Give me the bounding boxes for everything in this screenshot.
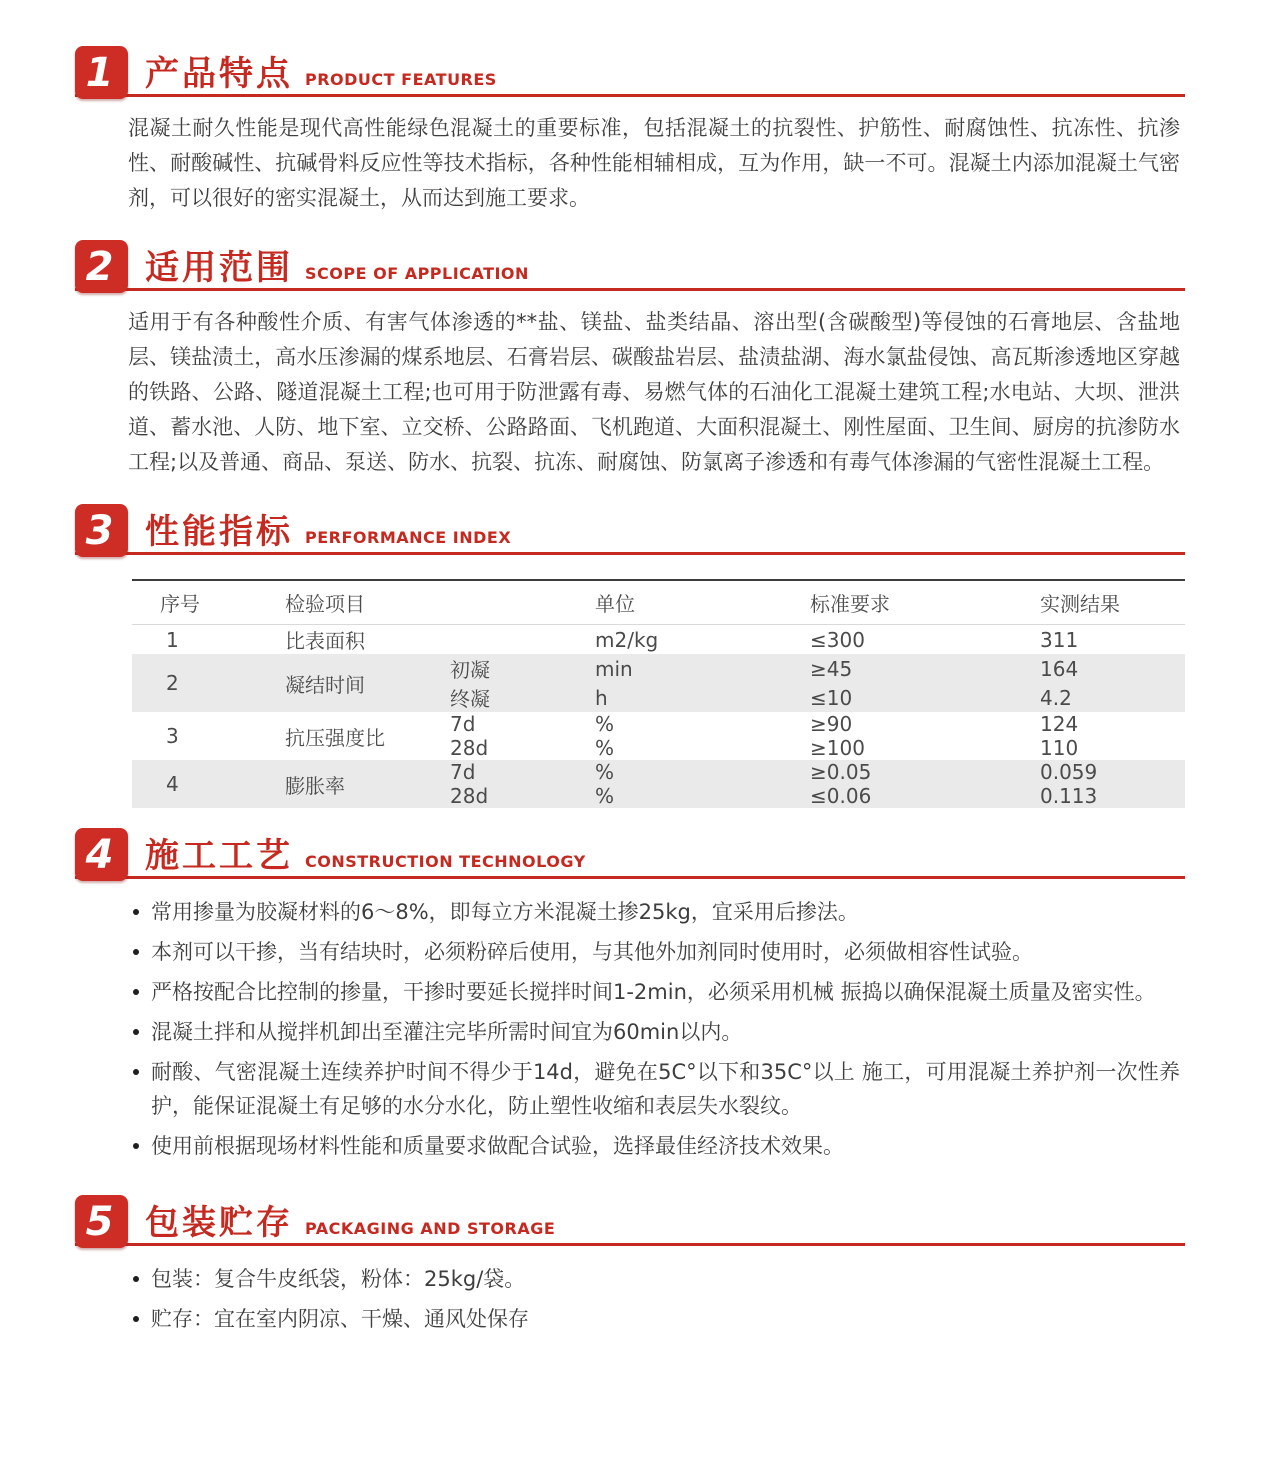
table-header-unit: 单位: [595, 592, 635, 616]
cell-no: 2: [166, 671, 179, 695]
list-item: [130, 1129, 1180, 1163]
section4-number-badge: [75, 828, 128, 881]
section1-title: 产品特点: [145, 54, 293, 94]
cell-standard: ≤10: [810, 685, 853, 710]
list-item: [130, 895, 1180, 929]
cell-unit: %: [595, 760, 615, 784]
cell-item: 膨胀率: [285, 773, 345, 798]
bullet-text: 混凝土拌和从搅拌机卸出至灌注完毕所需时间宜为60min以内。: [151, 1020, 743, 1044]
table-header-row: [132, 579, 1185, 625]
section2-number-badge: [75, 240, 128, 293]
construction-bullet-list: [130, 895, 1180, 1163]
cell-unit: m2/kg: [595, 627, 659, 652]
cell-sub: 初凝: [450, 658, 490, 682]
cell-unit: min: [595, 656, 633, 681]
cell-standard: ≥100: [810, 736, 865, 760]
bullet-text: 耐酸、气密混凝土连续养护时间不得少于14d，避免在5C°以下和35C°以上 施工，可用混凝土养护剂一次性养护，能保证混凝土有足够的水分水化，防止塑性收缩和表层失水裂纹。: [151, 1060, 1180, 1118]
section2-header: [75, 240, 1185, 291]
sub-row: [422, 625, 1185, 654]
bullet-dot-icon: [133, 1316, 139, 1322]
sub-rows: [422, 760, 1185, 808]
cell-item: 抗压强度比: [285, 725, 385, 750]
bullet-text: 贮存：宜在室内阴凉、干燥、通风处保存: [151, 1307, 529, 1331]
bullet-dot-icon: [133, 949, 139, 955]
section1-header: [75, 46, 1185, 97]
cell-no: 3: [166, 724, 179, 748]
bullet-dot-icon: [133, 1069, 139, 1075]
cell-standard: ≥0.05: [810, 760, 872, 784]
section-construction-technology: [0, 828, 1280, 1163]
cell-sub: 7d: [450, 712, 476, 736]
cell-result: 4.2: [1040, 685, 1072, 710]
section4-header: [75, 828, 1185, 879]
section-packaging-storage: [0, 1195, 1280, 1336]
cell-standard: ≤300: [810, 627, 865, 652]
section2-subtitle: SCOPE OF APPLICATION: [305, 264, 529, 283]
cell-standard: ≤0.06: [810, 784, 872, 808]
cell-sub: 终凝: [450, 687, 490, 711]
bullet-dot-icon: [133, 909, 139, 915]
section5-header: [75, 1195, 1185, 1246]
cell-sub: 7d: [450, 760, 476, 784]
section-number: 4: [85, 831, 114, 878]
cell-item: 比表面积: [285, 629, 365, 653]
bullet-text: 使用前根据现场材料性能和质量要求做配合试验，选择最佳经济技术效果。: [151, 1134, 844, 1158]
cell-result: 0.059: [1040, 760, 1098, 784]
cell-result: 124: [1040, 712, 1079, 736]
list-item: [130, 1015, 1180, 1049]
cell-result: 164: [1040, 656, 1079, 681]
section-number: 2: [85, 243, 114, 290]
section5-title: 包装贮存: [145, 1203, 293, 1243]
sub-row: [422, 654, 1185, 683]
cell-unit: %: [595, 784, 615, 808]
table-row: [132, 654, 1185, 712]
cell-unit: %: [595, 736, 615, 760]
section3-number-badge: [75, 504, 128, 557]
section-performance-index: [0, 504, 1280, 808]
section1-subtitle: PRODUCT FEATURES: [305, 70, 497, 89]
bullet-text: 常用掺量为胶凝材料的6～8%，即每立方米混凝土掺25kg，宜采用后掺法。: [151, 900, 859, 924]
cell-unit: %: [595, 712, 615, 736]
sub-row: [422, 760, 1185, 784]
bullet-text: 严格按配合比控制的掺量，干掺时要延长搅拌时间1-2min，必须采用机械 振捣以确保混凝土质量及密实性。: [151, 980, 1156, 1004]
cell-no: 4: [166, 772, 179, 796]
sub-row: [422, 736, 1185, 760]
bullet-dot-icon: [133, 1276, 139, 1282]
section-product-features: [0, 46, 1280, 216]
table-row: [132, 625, 1185, 654]
table-row: [132, 712, 1185, 760]
sub-rows: [422, 712, 1185, 760]
cell-item: 凝结时间: [285, 672, 365, 697]
section4-subtitle: CONSTRUCTION TECHNOLOGY: [305, 852, 586, 871]
list-item: [130, 1302, 1180, 1336]
cell-no: 1: [166, 627, 179, 652]
bullet-text: 包装：复合牛皮纸袋，粉体：25kg/袋。: [151, 1267, 526, 1291]
section2-title: 适用范围: [145, 248, 293, 288]
table-header-item: 检验项目: [285, 592, 365, 616]
packaging-bullet-list: [130, 1262, 1180, 1336]
cell-sub: 28d: [450, 736, 489, 760]
bullet-dot-icon: [133, 989, 139, 995]
list-item: [130, 935, 1180, 969]
table-row: [132, 760, 1185, 808]
section-number: 5: [85, 1198, 114, 1245]
cell-standard: ≥45: [810, 656, 853, 681]
bullet-text: 本剂可以干掺，当有结块时，必须粉碎后使用，与其他外加剂同时使用时，必须做相容性试验。: [151, 940, 1033, 964]
performance-table: [132, 579, 1185, 808]
bullet-dot-icon: [133, 1029, 139, 1035]
cell-unit: h: [595, 685, 608, 710]
list-item: [130, 1055, 1180, 1123]
section-number: 3: [85, 507, 114, 554]
table-header-no: 序号: [160, 592, 200, 616]
sub-rows: [422, 625, 1185, 654]
sub-row: [422, 712, 1185, 736]
bullet-dot-icon: [133, 1143, 139, 1149]
section3-title: 性能指标: [145, 512, 293, 552]
cell-sub: 28d: [450, 784, 489, 808]
section-number: 1: [85, 49, 114, 96]
section3-subtitle: PERFORMANCE INDEX: [305, 528, 512, 547]
section5-number-badge: [75, 1195, 128, 1248]
list-item: [130, 1262, 1180, 1296]
section4-title: 施工工艺: [145, 836, 293, 876]
list-item: [130, 975, 1180, 1009]
table-header-result: 实测结果: [1040, 592, 1120, 616]
section1-number-badge: [75, 46, 128, 99]
sub-row: [422, 683, 1185, 712]
section3-header: [75, 504, 1185, 555]
sub-row: [422, 784, 1185, 808]
section5-subtitle: PACKAGING AND STORAGE: [305, 1219, 556, 1238]
scope-paragraph: 适用于有各种酸性介质、有害气体渗透的**盐、镁盐、盐类结晶、溶出型(含碳酸型)等侵蚀的石膏地层、含盐地层、镁盐渍土，高水压渗漏的煤系地层、石膏岩层、碳酸盐岩层、盐渍盐湖、海水氯盐侵蚀、高瓦斯渗透地区穿越的铁路、公路、隧道混凝土工程;也可用于防泄露有毒、易燃气体的石油化工混凝土建筑工程;水电站、大坝、泄洪道、蓄水池、人防、地下室、立交桥、公路路面、飞机跑道、大面积混凝土、刚性屋面、卫生间、厨房的抗渗防水工程;以及普通、商品、泵送、防水、抗裂、抗冻、耐腐蚀、防氯离子渗透和有毒气体渗漏的气密性混凝土工程。: [128, 310, 1180, 474]
cell-result: 311: [1040, 627, 1079, 652]
features-paragraph: 混凝土耐久性能是现代高性能绿色混凝土的重要标准，包括混凝土的抗裂性、护筋性、耐腐蚀性、抗冻性、抗渗性、耐酸碱性、抗碱骨料反应性等技术指标，各种性能相辅相成，互为作用，缺一不可。混凝土内添加混凝土气密剂，可以很好的密实混凝土，从而达到施工要求。: [128, 116, 1180, 210]
sub-rows: [422, 654, 1185, 712]
cell-result: 0.113: [1040, 784, 1098, 808]
cell-standard: ≥90: [810, 712, 853, 736]
table-header-standard: 标准要求: [810, 592, 890, 616]
section-scope-of-application: [0, 240, 1280, 480]
cell-result: 110: [1040, 736, 1079, 760]
